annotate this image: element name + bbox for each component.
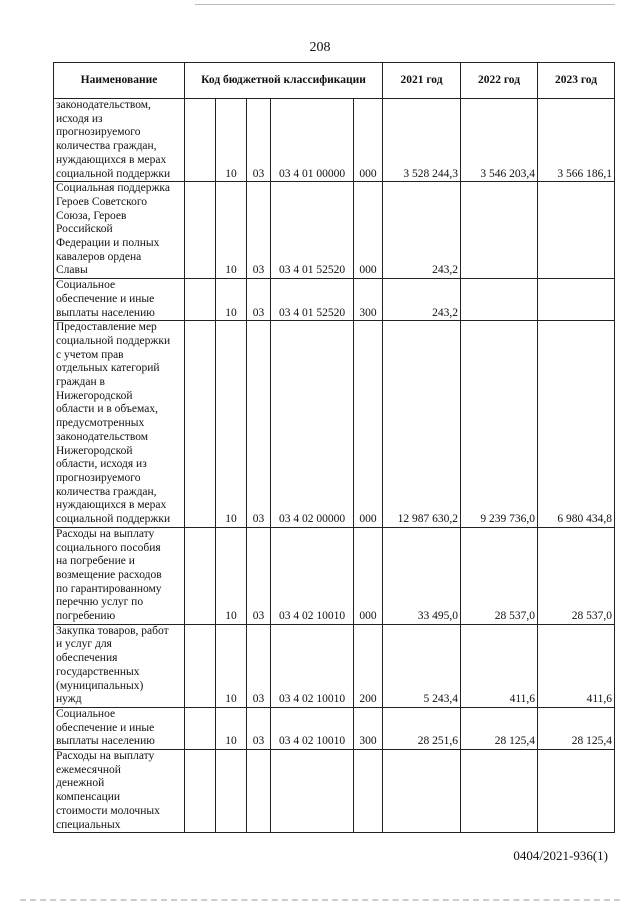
table-row — [54, 279, 615, 321]
header-2022: 2022 год — [461, 63, 538, 99]
row-name-line: количества граждан, — [56, 485, 157, 498]
row-name-line: ежемесячной — [56, 763, 121, 776]
section-code-cell: 10 — [216, 279, 247, 321]
row-name-line: (муниципальных) — [56, 679, 144, 692]
row-name-line: нуждающихся в мерах — [56, 499, 167, 512]
row-name-line: предусмотренных — [56, 417, 145, 430]
row-name-line: на погребение и — [56, 555, 135, 568]
row-blank-cell — [185, 527, 216, 624]
subsection-code-cell: 03 — [247, 182, 271, 279]
row-name-line: обеспечения — [56, 652, 118, 665]
value-2021-cell: 3 528 244,3 — [383, 99, 461, 182]
section-code-cell: 10 — [216, 99, 247, 182]
subsection-code-cell: 03 — [247, 624, 271, 707]
top-scan-rule — [195, 4, 615, 5]
row-name-line: Союза, Героев — [56, 209, 127, 222]
value-2021-cell: 33 495,0 — [383, 527, 461, 624]
header-2021: 2021 год — [383, 63, 461, 99]
row-name-line: Героев Советского — [56, 195, 148, 208]
row-name-line: по гарантированному — [56, 582, 162, 595]
row-name-line: стоимости молочных — [56, 804, 160, 817]
row-blank-cell — [185, 750, 216, 833]
row-name-line: возмещение расходов — [56, 568, 162, 581]
row-name-line: Нижегородской — [56, 389, 133, 402]
row-blank-cell — [185, 182, 216, 279]
section-code-cell: 10 — [216, 624, 247, 707]
target-article-cell: 03 4 02 10010 — [271, 707, 354, 749]
table-row — [54, 527, 615, 624]
row-name-line: граждан в — [56, 376, 105, 389]
table-row — [54, 321, 615, 528]
row-name-line: области, исходя из — [56, 458, 147, 471]
document-code: 0404/2021-936(1) — [513, 848, 608, 863]
subsection-code-cell — [247, 750, 271, 833]
row-blank-cell — [185, 99, 216, 182]
value-2022-cell — [461, 750, 538, 833]
row-name-line: Российской — [56, 223, 113, 236]
value-2021-cell — [383, 750, 461, 833]
row-name-line: Нижегородской — [56, 444, 133, 457]
row-blank-cell — [185, 707, 216, 749]
bottom-scan-noise — [20, 899, 620, 901]
value-2022-cell: 411,6 — [461, 624, 538, 707]
row-name-line: с учетом прав — [56, 348, 124, 361]
row-blank-cell — [185, 321, 216, 528]
row-name-line: нуждающихся в мерах — [56, 153, 167, 166]
row-name-line: социальной поддержки — [56, 513, 171, 526]
row-name-line: Расходы на выплату — [56, 750, 155, 763]
value-2021-cell: 243,2 — [383, 279, 461, 321]
value-2022-cell — [461, 279, 538, 321]
header-name: Наименование — [54, 63, 185, 99]
row-name-line: отдельных категорий — [56, 362, 160, 375]
expense-type-cell: 000 — [354, 321, 383, 528]
row-name-line: перечню услуг по — [56, 596, 144, 609]
value-2023-cell — [538, 750, 615, 833]
table-row — [54, 182, 615, 279]
row-name-cell — [54, 182, 185, 279]
value-2022-cell: 9 239 736,0 — [461, 321, 538, 528]
section-code-cell: 10 — [216, 182, 247, 279]
expense-type-cell: 300 — [354, 279, 383, 321]
row-name-line: Закупка товаров, работ — [56, 624, 169, 637]
value-2021-cell: 5 243,4 — [383, 624, 461, 707]
table-row — [54, 707, 615, 749]
value-2023-cell: 28 537,0 — [538, 527, 615, 624]
value-2022-cell: 28 537,0 — [461, 527, 538, 624]
row-name-line: выплаты населению — [56, 735, 155, 748]
section-code-cell: 10 — [216, 527, 247, 624]
expense-type-cell: 200 — [354, 624, 383, 707]
row-name-line: Расходы на выплату — [56, 527, 155, 540]
row-name-line: денежной — [56, 777, 105, 790]
row-name-cell — [54, 279, 185, 321]
row-blank-cell — [185, 624, 216, 707]
budget-table — [53, 62, 615, 833]
value-2022-cell — [461, 182, 538, 279]
expense-type-cell — [354, 750, 383, 833]
value-2023-cell: 6 980 434,8 — [538, 321, 615, 528]
row-name-line: Федерации и полных — [56, 237, 160, 250]
row-name-line: выплаты населению — [56, 306, 155, 319]
value-2021-cell: 28 251,6 — [383, 707, 461, 749]
value-2021-cell: 243,2 — [383, 182, 461, 279]
expense-type-cell: 300 — [354, 707, 383, 749]
expense-type-cell: 000 — [354, 527, 383, 624]
expense-type-cell: 000 — [354, 182, 383, 279]
row-name-line: обеспечение и иные — [56, 292, 155, 305]
row-name-line: Предоставление мер — [56, 321, 157, 334]
section-code-cell: 10 — [216, 321, 247, 528]
row-name-cell — [54, 624, 185, 707]
section-code-cell — [216, 750, 247, 833]
value-2022-cell: 28 125,4 — [461, 707, 538, 749]
target-article-cell: 03 4 01 52520 — [271, 279, 354, 321]
row-name-line: количества граждан, — [56, 140, 157, 153]
row-name-line: социального пособия — [56, 541, 161, 554]
row-blank-cell — [185, 279, 216, 321]
row-name-cell — [54, 707, 185, 749]
row-name-line: области и в объемах, — [56, 403, 158, 416]
row-name-line: прогнозируемого — [56, 126, 141, 139]
table-row — [54, 750, 615, 833]
page-number: 208 — [309, 40, 331, 55]
row-name-cell — [54, 527, 185, 624]
value-2023-cell: 411,6 — [538, 624, 615, 707]
row-name-line: государственных — [56, 665, 140, 678]
table-header-row — [54, 63, 615, 99]
row-name-line: и услуг для — [56, 638, 112, 651]
table-row — [54, 624, 615, 707]
row-name-line: погребению — [56, 610, 116, 623]
row-name-line: законодательством, — [56, 99, 151, 111]
row-name-cell — [54, 321, 185, 528]
row-name-line: Социальная поддержка — [56, 182, 170, 195]
table-body — [54, 99, 615, 833]
row-name-line: социальной поддержки — [56, 334, 171, 347]
row-name-line: компенсации — [56, 791, 121, 804]
target-article-cell: 03 4 02 10010 — [271, 527, 354, 624]
subsection-code-cell: 03 — [247, 99, 271, 182]
row-name-line: кавалеров ордена — [56, 250, 142, 263]
header-code: Код бюджетной классификации — [185, 63, 383, 99]
table-row — [54, 99, 615, 182]
row-name-line: исходя из — [56, 112, 103, 125]
row-name-line: специальных — [56, 818, 121, 831]
row-name-line: прогнозируемого — [56, 471, 141, 484]
target-article-cell: 03 4 02 10010 — [271, 624, 354, 707]
row-name-line: Социальное — [56, 279, 116, 292]
row-name-line: Социальное — [56, 707, 116, 720]
row-name-line: социальной поддержки — [56, 167, 171, 180]
value-2023-cell — [538, 182, 615, 279]
target-article-cell: 03 4 01 00000 — [271, 99, 354, 182]
header-2023: 2023 год — [538, 63, 615, 99]
value-2021-cell: 12 987 630,2 — [383, 321, 461, 528]
row-name-cell — [54, 750, 185, 833]
subsection-code-cell: 03 — [247, 527, 271, 624]
subsection-code-cell: 03 — [247, 321, 271, 528]
expense-type-cell: 000 — [354, 99, 383, 182]
target-article-cell: 03 4 02 00000 — [271, 321, 354, 528]
value-2023-cell — [538, 279, 615, 321]
row-name-cell — [54, 99, 185, 182]
row-name-line: законодательством — [56, 430, 149, 443]
row-name-line: нужд — [56, 693, 82, 706]
value-2023-cell: 28 125,4 — [538, 707, 615, 749]
subsection-code-cell: 03 — [247, 279, 271, 321]
target-article-cell — [271, 750, 354, 833]
section-code-cell: 10 — [216, 707, 247, 749]
target-article-cell: 03 4 01 52520 — [271, 182, 354, 279]
value-2023-cell: 3 566 186,1 — [538, 99, 615, 182]
subsection-code-cell: 03 — [247, 707, 271, 749]
row-name-line: Славы — [56, 264, 88, 277]
row-name-line: обеспечение и иные — [56, 721, 155, 734]
value-2022-cell: 3 546 203,4 — [461, 99, 538, 182]
